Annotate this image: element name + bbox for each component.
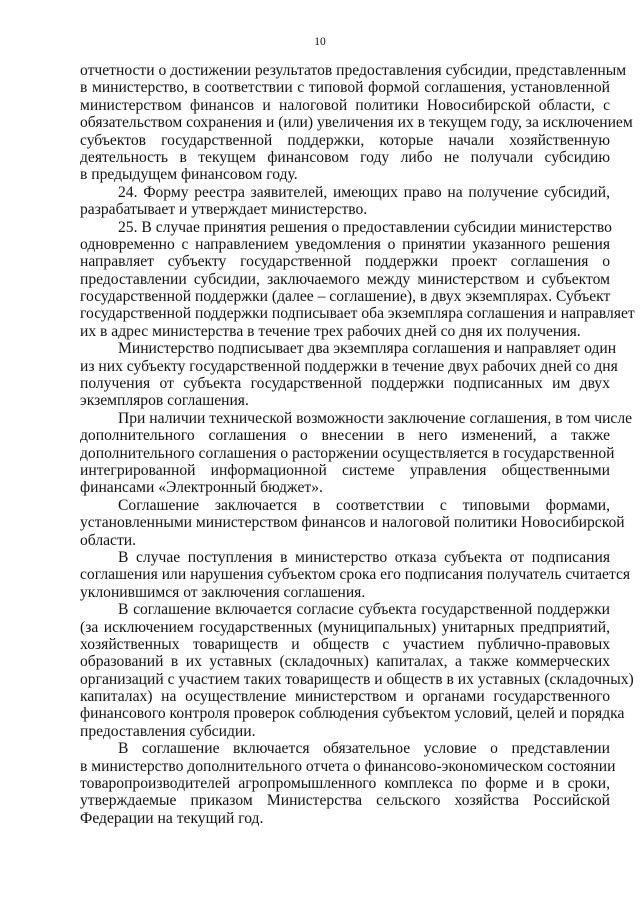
paragraph — [80, 548, 631, 601]
text-line: уклонившимся от заключения соглашения. — [80, 583, 366, 601]
text-line: одновременно с направлением уведомления о принятии указанного решения — [80, 235, 610, 253]
paragraph — [80, 340, 618, 410]
text-line: установленными министерством финансов и налоговой политики Новосибирской — [80, 514, 625, 532]
text-line: из них субъекту государственной поддержки в течение двух рабочих дней со дня — [80, 357, 618, 375]
text-line: деятельность в текущем финансовом году либо не получали субсидию — [80, 148, 610, 166]
paragraph — [80, 218, 635, 341]
paragraph — [80, 740, 616, 827]
text-line: капиталах) на осуществление министерством и органами государственного — [80, 688, 610, 706]
text-line: соглашения или нарушения субъектом срока его подписания получатель считается — [80, 566, 631, 584]
document-body — [80, 62, 635, 827]
text-line: обязательством сохранения и (или) увеличения их в текущем году, за исключением — [80, 114, 633, 132]
paragraph — [80, 184, 610, 219]
text-line: получения от субъекта государственной поддержки подписанных им двух — [80, 375, 610, 393]
text-line: 25. В случае принятия решения о предоставлении субсидии министерство — [118, 218, 612, 236]
text-line: 24. Форму реестра заявителей, имеющих право на получение субсидий, — [118, 183, 610, 201]
text-line: организаций с участием таких товариществ и обществ в их уставных (складочных) — [80, 670, 634, 688]
text-line: в министерство дополнительного отчета о финансово-экономическом состоянии — [80, 757, 616, 775]
text-line: При наличии технической возможности заключение соглашения, в том числе — [118, 409, 633, 427]
text-line: интегрированной информационной системе управления общественными — [80, 461, 610, 479]
paragraph — [80, 496, 625, 549]
text-line: государственной поддержки (далее – соглашение), в двух экземплярах. Субъект — [80, 288, 611, 306]
text-line: хозяйственных товариществ и обществ с участием публично-правовых — [80, 635, 610, 653]
text-line: разрабатывает и утверждает министерство. — [80, 201, 368, 219]
text-line: направляет субъекту государственной поддержки проект соглашения о — [80, 253, 610, 271]
text-line: Соглашение заключается в соответствии с типовыми формами, — [118, 496, 610, 514]
text-line: отчетности о достижении результатов предоставления субсидии, представленным — [80, 62, 627, 79]
text-line: Министерство подписывает два экземпляра соглашения и направляет один — [118, 340, 617, 358]
paragraph — [80, 409, 633, 497]
text-line: предоставлении субсидии, заключаемого между министерством и субъектом — [80, 270, 610, 288]
text-line: в министерство, в соответствии с типовой формой соглашения, установленной — [80, 79, 610, 97]
text-line: государственной поддержки подписывает оба экземпляра соглашения и направляет — [80, 305, 635, 323]
text-line: субъектов государственной поддержки, которые начали хозяйственную — [80, 131, 610, 149]
text-line: экземпляров соглашения. — [80, 392, 249, 410]
text-line: В соглашение включается согласие субъекта государственной поддержки — [118, 601, 610, 619]
text-line: финансового контроля проверок соблюдения субъектом условий, целей и порядка — [80, 705, 625, 723]
text-line: их в адрес министерства в течение трех рабочих дней со дня их получения. — [80, 322, 581, 340]
text-line: товаропроизводителей агропромышленного комплекса по форме и в сроки, — [80, 775, 610, 793]
text-line: образований в их уставных (складочных) капиталах, а также коммерческих — [80, 653, 610, 671]
page-number: 10 — [314, 36, 326, 48]
text-line: Федерации на текущий год. — [80, 809, 264, 827]
paragraph — [80, 62, 633, 184]
text-line: дополнительного соглашения о расторжении осуществляется в государственной — [80, 444, 615, 462]
text-line: в предыдущем финансовом году. — [80, 166, 298, 184]
text-line: утверждаемые приказом Министерства сельского хозяйства Российской — [80, 792, 610, 810]
text-line: министерством финансов и налоговой политики Новосибирской области, с — [80, 96, 610, 114]
text-line: (за исключением государственных (муниципальных) унитарных предприятий, — [80, 618, 610, 636]
text-line: В соглашение включается обязательное условие о представлении — [118, 740, 610, 758]
text-line: области. — [80, 531, 137, 549]
text-line: дополнительного соглашения о внесении в него изменений, а также — [80, 427, 610, 445]
paragraph — [80, 601, 634, 740]
text-line: предоставления субсидии. — [80, 722, 256, 740]
text-line: финансами «Электронный бюджет». — [80, 479, 323, 497]
text-line: В случае поступления в министерство отказа субъекта от подписания — [118, 548, 610, 566]
